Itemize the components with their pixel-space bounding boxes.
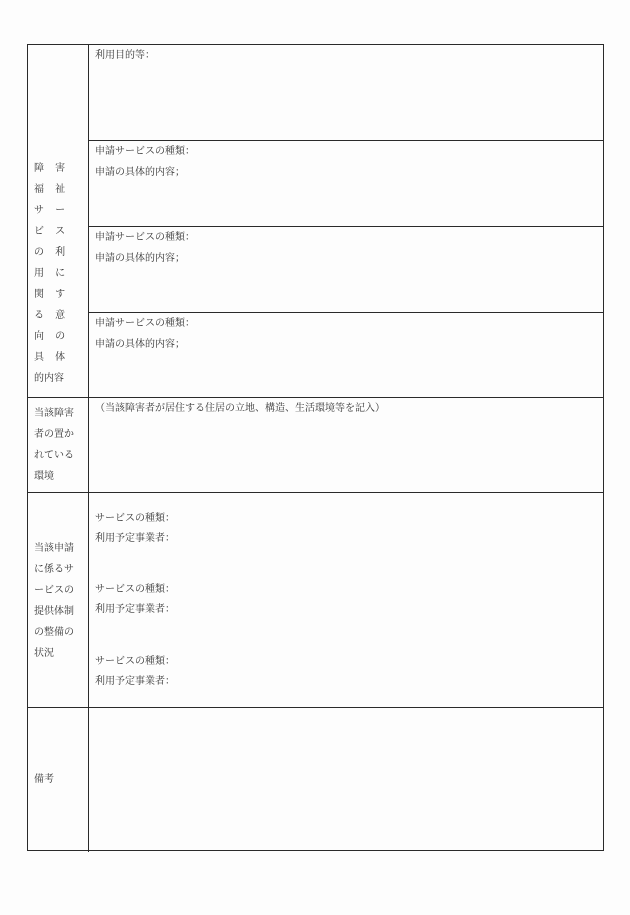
section-provision-status-label-cell <box>28 493 89 707</box>
section-environment <box>28 398 603 493</box>
provider-label: 利用予定事業者： <box>95 676 175 687</box>
label-line: 関 す る 意 <box>34 289 70 321</box>
request-field-2[interactable] <box>89 227 603 313</box>
section-environment-label <box>34 403 86 487</box>
provider-label: 利用予定事業者： <box>95 604 175 615</box>
section-environment-label-cell <box>28 398 89 492</box>
label-line: ービスの <box>34 585 74 596</box>
section-remarks <box>28 708 603 852</box>
section-service-intent-label <box>34 158 86 389</box>
label-line: 向 の 具 体 <box>34 331 70 363</box>
remarks-field[interactable] <box>89 708 603 852</box>
label-line: 環境 <box>34 471 54 482</box>
request-detail-label: 申請の具体的内容； <box>95 253 185 264</box>
label-line: 当該障害 <box>34 408 74 419</box>
label-line: に係るサ <box>34 564 74 575</box>
label-line: の整備の <box>34 627 74 638</box>
service-type-label: サービスの種類： <box>95 584 175 595</box>
section-provision-status <box>28 493 603 708</box>
purpose-label: 利用目的等： <box>95 50 155 61</box>
section-provision-status-label <box>34 538 86 664</box>
label-line: れている <box>34 450 74 461</box>
service-type-label: 申請サービスの種類： <box>95 232 195 243</box>
label-line: 者の置か <box>34 429 74 440</box>
label-line: サ ー ビ ス <box>34 205 70 237</box>
label-line: 当該申請 <box>34 543 74 554</box>
label-line: 提供体制 <box>34 606 74 617</box>
environment-field[interactable] <box>89 398 603 492</box>
section-service-intent-label-cell <box>28 45 89 397</box>
section-remarks-label: 備考 <box>34 774 54 785</box>
request-detail-label: 申請の具体的内容； <box>95 339 185 350</box>
section-service-intent-content <box>89 45 603 397</box>
request-field-1[interactable] <box>89 141 603 227</box>
service-type-label: サービスの種類： <box>95 513 175 524</box>
label-line: 状況 <box>34 648 54 659</box>
label-line: の 利 用 に <box>34 247 70 279</box>
request-field-3[interactable] <box>89 313 603 398</box>
provision-status-field[interactable] <box>89 493 603 707</box>
section-service-intent <box>28 45 603 398</box>
service-type-label: 申請サービスの種類： <box>95 146 195 157</box>
service-type-label: サービスの種類： <box>95 656 175 667</box>
service-type-label: 申請サービスの種類： <box>95 318 195 329</box>
label-line: 障 害 福 祉 <box>34 163 70 195</box>
label-line: 的内容 <box>34 373 64 384</box>
section-remarks-label-cell <box>28 708 89 852</box>
application-form-table <box>27 44 604 851</box>
purpose-field[interactable] <box>89 45 603 141</box>
request-detail-label: 申請の具体的内容； <box>95 167 185 178</box>
environment-instruction: （当該障害者が居住する住居の立地、構造、生活環境等を記入） <box>95 403 385 414</box>
provider-label: 利用予定事業者： <box>95 533 175 544</box>
